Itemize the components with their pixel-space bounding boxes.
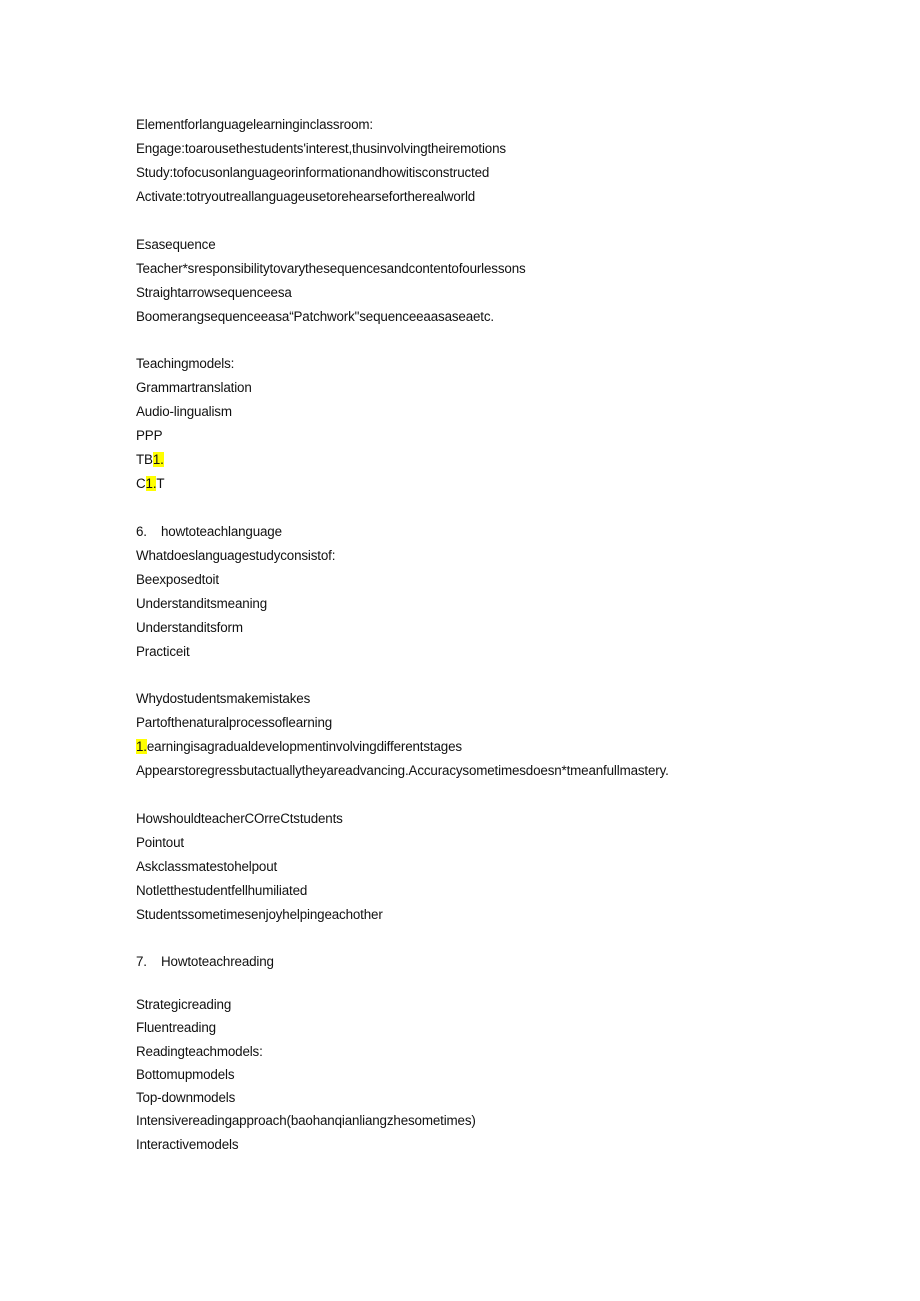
strategic-reading-line: Strategicreading: [136, 997, 232, 1012]
boomerang-line: Boomerangsequenceeasa“Patchwork"sequenceeaasaseaetc.: [136, 308, 494, 324]
enjoy-helping-line: Studentssometimesenjoyhelpingeachother: [136, 906, 383, 922]
clt-highlight: 1.: [145, 476, 157, 491]
blank-line: [136, 783, 876, 807]
mistakes-heading: Whydostudentsmakemistakes: [136, 691, 311, 706]
engage-line: Engage:toarousethestudents'interest,thusinvolvingtheiremotions: [136, 141, 506, 156]
learning-rest: earningisagradualdevelopmentinvolvingdifferentstages: [146, 739, 462, 754]
blank-line: [136, 329, 876, 353]
regress-line: Appearstoregressbutactuallytheyareadvancing.Accuracysometimesdoesn*tmeanfullmastery.: [136, 763, 669, 778]
teach-reading-title: Howtoteachreading: [161, 954, 274, 969]
grammar-translation-line: Grammartranslation: [136, 380, 252, 395]
natural-process-line: Partofthenaturalprocessoflearning: [136, 715, 333, 730]
reading-list: [136, 993, 876, 1156]
humiliated-line: Notletthestudentfellhumiliated: [136, 882, 308, 898]
teach-language-heading: [136, 520, 876, 544]
ppp-line: PPP: [136, 428, 163, 443]
models-heading: Teachingmodels:: [136, 356, 235, 371]
top-down-line: Top-downmodels: [136, 1090, 236, 1106]
intensive-reading-line: Intensivereadingapproach(baohanqianliangzhesometimes): [136, 1113, 476, 1129]
teach-reading-heading: [136, 950, 876, 974]
tbl-highlight: 1.: [152, 452, 164, 467]
practice-line: Practiceit: [136, 643, 190, 659]
point-out-line: Pointout: [136, 834, 184, 850]
fluent-reading-line: Fluentreading: [136, 1020, 216, 1036]
tbl-prefix: TB: [136, 452, 153, 467]
language-study-question: Whatdoeslanguagestudyconsistof:: [136, 547, 336, 563]
blank-line: [136, 974, 876, 993]
form-line: Understanditsform: [136, 619, 243, 635]
gradual-development-line: [136, 735, 876, 759]
reading-models-heading: Readingteachmodels:: [136, 1043, 263, 1059]
blank-line: [136, 209, 876, 233]
exposed-line: Beexposedtoit: [136, 571, 219, 587]
responsibility-line: Teacher*sresponsibilitytovarythesequencesandcontentofourlessons: [136, 260, 526, 276]
tbl-line: [136, 448, 876, 472]
section-number: 7.: [136, 954, 147, 969]
section-number: 6.: [136, 523, 147, 539]
blank-line: [136, 927, 876, 951]
meaning-line: Understanditsmeaning: [136, 595, 267, 611]
activate-line: Activate:totryoutreallanguageusetorehearsefortherealworld: [136, 189, 476, 204]
blank-line: [136, 664, 876, 688]
learning-highlight: 1.: [136, 739, 147, 754]
study-line: Study:tofocusonlanguageorinformationandhowitisconstructed: [136, 165, 490, 180]
blank-line: [136, 496, 876, 520]
document-page: [136, 113, 876, 1156]
clt-line: [136, 472, 876, 496]
correct-heading: HowshouldteacherCOrreCtstudents: [136, 810, 343, 826]
clt-suffix: T: [156, 476, 165, 491]
sequence-heading: Esasequence: [136, 236, 216, 252]
straight-arrow-line: Straightarrowsequenceesa: [136, 284, 292, 300]
bottom-up-line: Bottomupmodels: [136, 1066, 235, 1082]
elements-heading: Elementforlanguagelearninginclassroom:: [136, 117, 373, 132]
classmates-line: Askclassmatestohelpout: [136, 858, 278, 874]
clt-prefix: C: [136, 476, 146, 491]
teach-language-title: howtoteachlanguage: [161, 523, 282, 539]
interactive-models-line: Interactivemodels: [136, 1136, 239, 1152]
audio-lingualism-line: Audio-lingualism: [136, 404, 232, 419]
